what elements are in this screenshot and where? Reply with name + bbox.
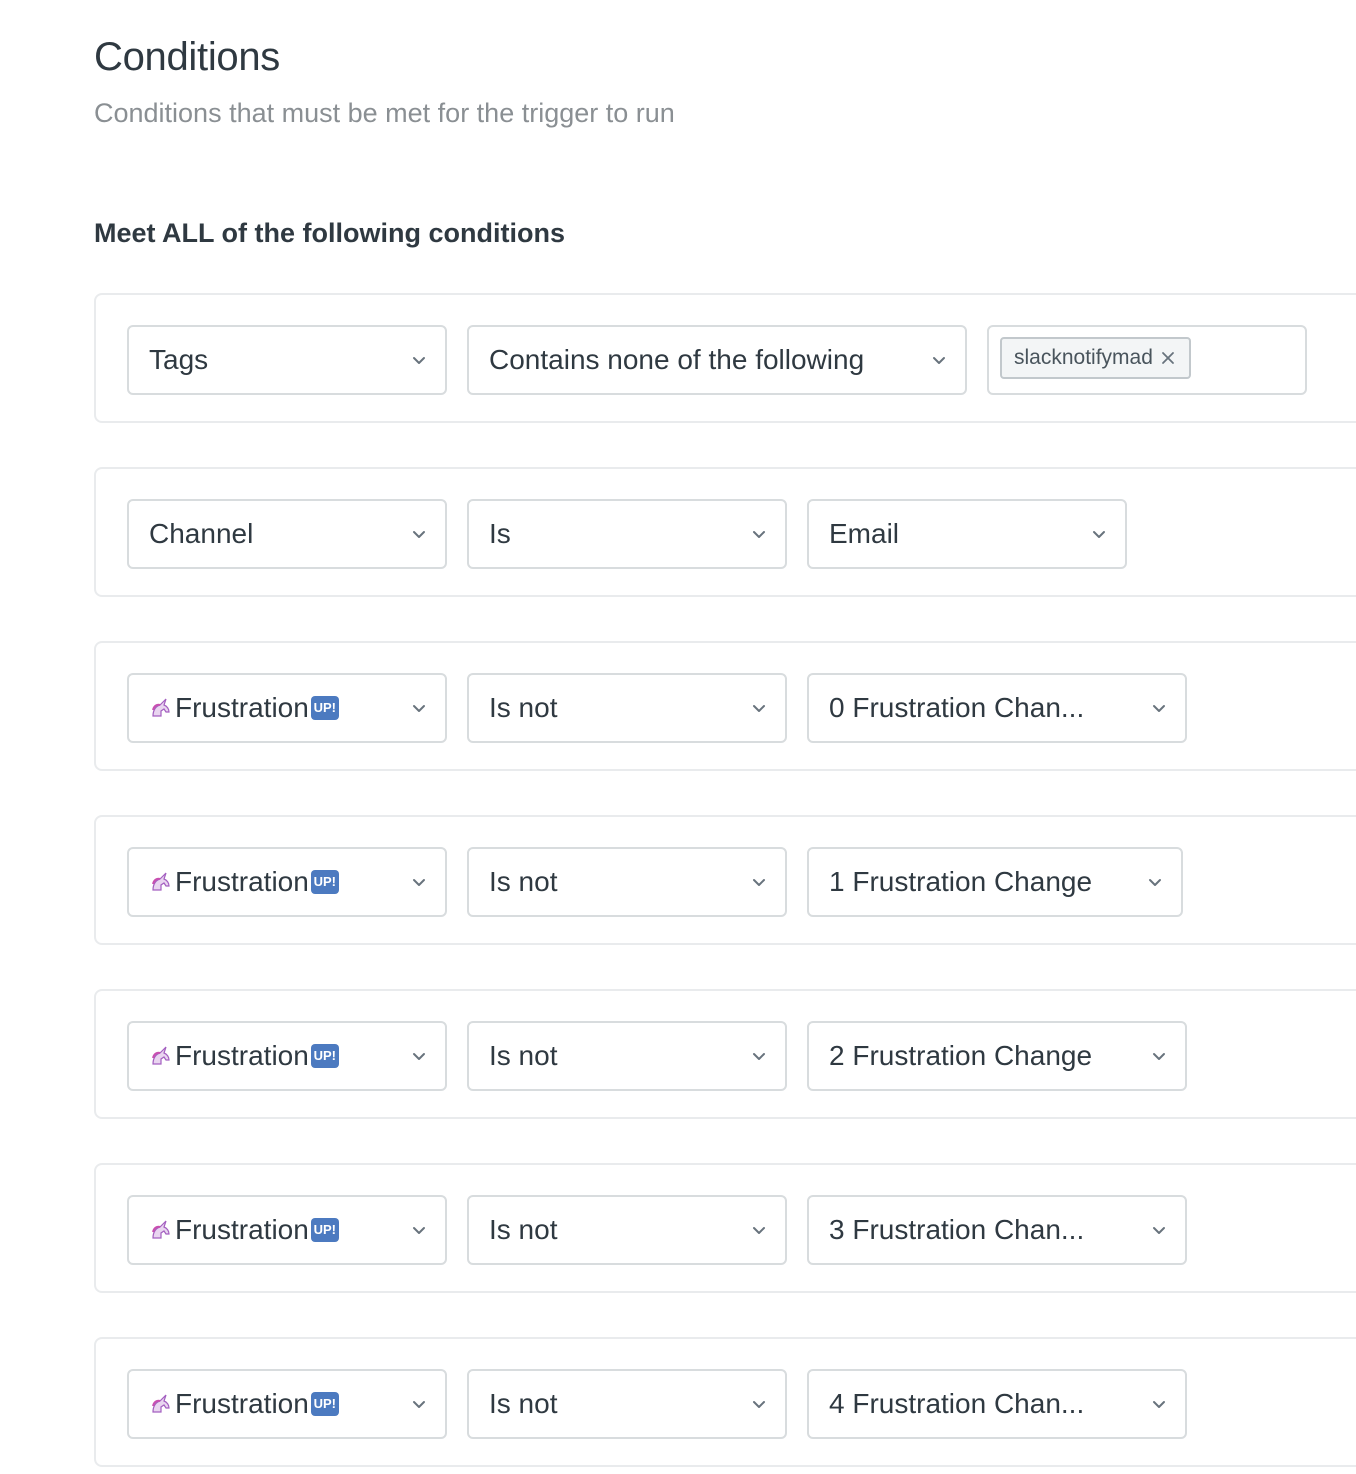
chevron-down-icon (751, 1396, 767, 1412)
condition-value-label: 2 Frustration Change (829, 1040, 1093, 1071)
tag-pill-label: slacknotifymad (1014, 346, 1153, 369)
unicorn-icon (149, 1392, 173, 1416)
tag-value-input[interactable] (987, 325, 1307, 395)
condition-operator-label: Is not (489, 1388, 558, 1419)
chevron-down-icon (751, 874, 767, 890)
condition-row (94, 989, 1356, 1119)
chevron-down-icon (1151, 700, 1167, 716)
condition-value-select[interactable] (807, 1021, 1187, 1091)
chevron-down-icon (1151, 1222, 1167, 1238)
up-badge-icon: UP! (311, 1218, 339, 1242)
condition-operator-select[interactable] (467, 847, 787, 917)
condition-operator-select[interactable] (467, 499, 787, 569)
condition-field-select[interactable] (127, 499, 447, 569)
condition-field-label: Frustration (175, 692, 309, 723)
condition-field-select[interactable] (127, 673, 447, 743)
chevron-down-icon (411, 874, 427, 890)
chevron-down-icon (1147, 874, 1163, 890)
condition-row (94, 467, 1356, 597)
condition-row (94, 1163, 1356, 1293)
condition-field-select[interactable] (127, 1021, 447, 1091)
chevron-down-icon (411, 1048, 427, 1064)
chevron-down-icon (411, 700, 427, 716)
condition-operator-select[interactable] (467, 1021, 787, 1091)
condition-row (94, 1337, 1356, 1467)
chevron-down-icon (411, 1222, 427, 1238)
condition-value-label: 3 Frustration Chan... (829, 1214, 1085, 1245)
condition-operator-label: Is not (489, 1040, 558, 1071)
condition-operator-label: Is not (489, 692, 558, 723)
condition-row (94, 641, 1356, 771)
condition-field-label: Frustration (175, 866, 309, 897)
condition-field-label-group (149, 675, 339, 741)
unicorn-icon (149, 870, 173, 894)
condition-operator-label: Is (489, 518, 511, 549)
condition-operator-label: Contains none of the following (489, 344, 865, 375)
up-badge-icon: UP! (311, 696, 339, 720)
condition-field-label-group (149, 1197, 339, 1263)
chevron-down-icon (411, 1396, 427, 1412)
condition-field-select[interactable] (127, 325, 447, 395)
condition-field-label: Frustration (175, 1214, 309, 1245)
chevron-down-icon (751, 1222, 767, 1238)
condition-value-select[interactable] (807, 499, 1127, 569)
condition-value-select[interactable] (807, 847, 1183, 917)
condition-field-label-group (149, 1371, 339, 1437)
unicorn-icon (149, 1044, 173, 1068)
condition-field-select[interactable] (127, 1195, 447, 1265)
tag-pill (1000, 337, 1191, 379)
chevron-down-icon (931, 352, 947, 368)
condition-field-label: Frustration (175, 1388, 309, 1419)
unicorn-icon (149, 1218, 173, 1242)
condition-operator-label: Is not (489, 1214, 558, 1245)
all-conditions-heading: Meet ALL of the following conditions (94, 218, 565, 248)
condition-value-label: 1 Frustration Change (829, 866, 1093, 897)
condition-operator-select[interactable] (467, 673, 787, 743)
up-badge-icon: UP! (311, 1392, 339, 1416)
condition-row (94, 293, 1356, 423)
chevron-down-icon (1091, 526, 1107, 542)
condition-field-label-group (149, 1023, 339, 1089)
condition-value-label: 4 Frustration Chan... (829, 1388, 1085, 1419)
condition-field-label-group (149, 849, 339, 915)
page-subtitle: Conditions that must be met for the trigger to run (94, 98, 675, 128)
chevron-down-icon (411, 526, 427, 542)
condition-value-select[interactable] (807, 673, 1187, 743)
condition-operator-select[interactable] (467, 1369, 787, 1439)
condition-field-select[interactable] (127, 1369, 447, 1439)
condition-field-label: Tags (149, 344, 209, 375)
condition-operator-select[interactable] (467, 325, 967, 395)
unicorn-icon (149, 696, 173, 720)
chevron-down-icon (411, 352, 427, 368)
chevron-down-icon (751, 1048, 767, 1064)
chevron-down-icon (751, 526, 767, 542)
up-badge-icon: UP! (311, 870, 339, 894)
condition-value-label: Email (829, 518, 900, 549)
chevron-down-icon (1151, 1396, 1167, 1412)
condition-value-select[interactable] (807, 1195, 1187, 1265)
chevron-down-icon (751, 700, 767, 716)
condition-field-select[interactable] (127, 847, 447, 917)
page-title: Conditions (94, 35, 281, 79)
close-icon[interactable] (1161, 351, 1175, 365)
condition-value-select[interactable] (807, 1369, 1187, 1439)
condition-row (94, 815, 1356, 945)
condition-field-label: Frustration (175, 1040, 309, 1071)
condition-value-label: 0 Frustration Chan... (829, 692, 1085, 723)
condition-operator-select[interactable] (467, 1195, 787, 1265)
chevron-down-icon (1151, 1048, 1167, 1064)
condition-field-label: Channel (149, 518, 254, 549)
up-badge-icon: UP! (311, 1044, 339, 1068)
condition-operator-label: Is not (489, 866, 558, 897)
